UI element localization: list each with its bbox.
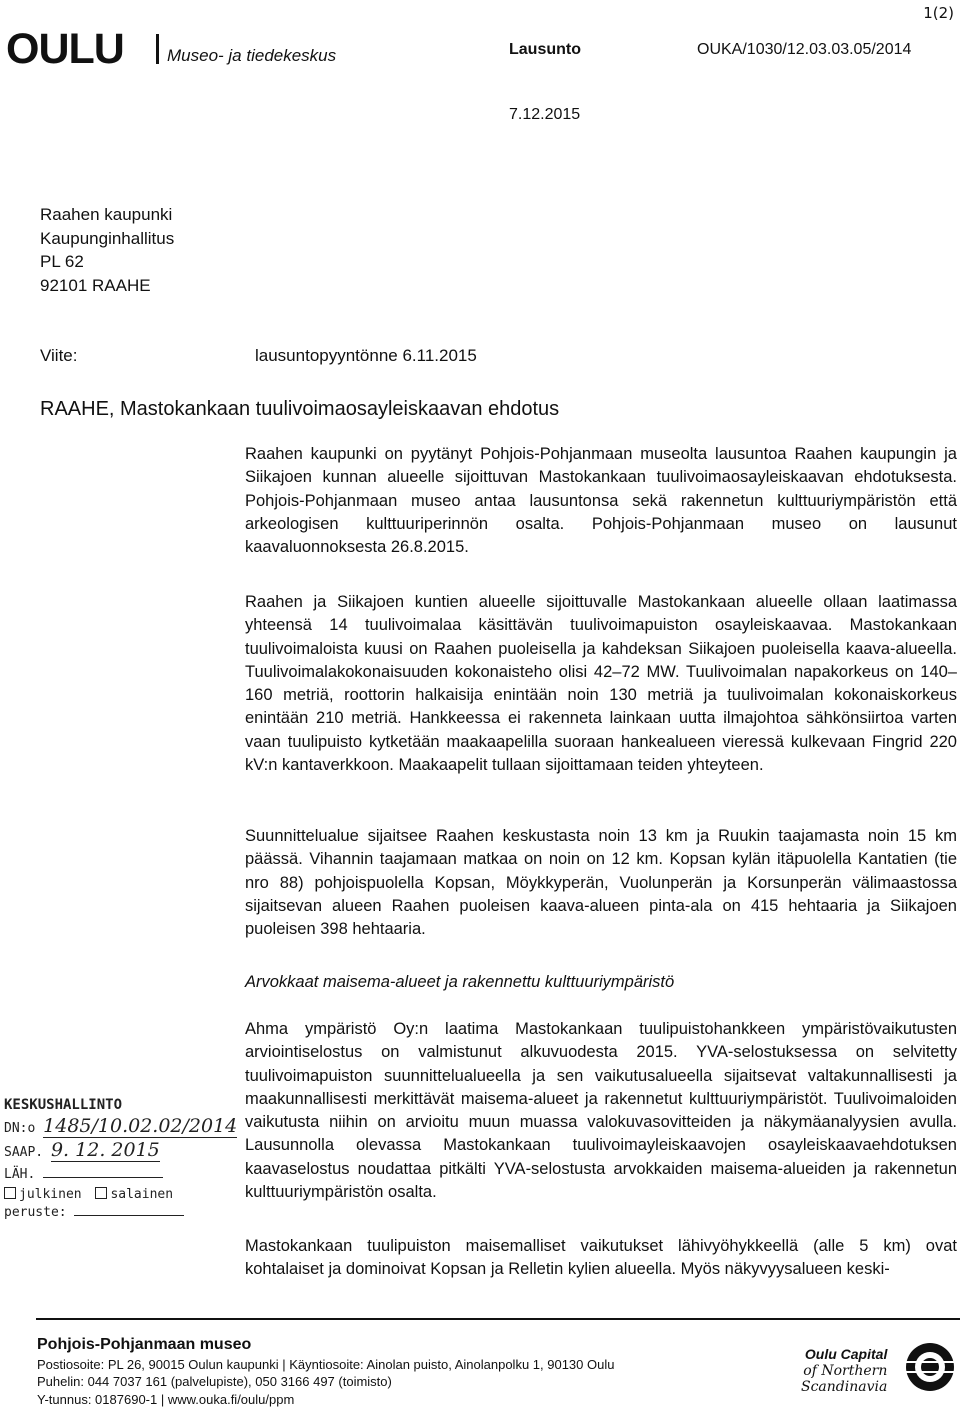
body-paragraph: Ahma ympäristö Oy:n laatima Mastokankaan tuulipuistohankkeen ympäristövaikutusten arviointiselostus on valmistunut alkuvuodesta 2015. YVA-selostuksessa on selvitetty tuulivoimapuiston suunnittelualueella ja sen vaikutusalueella sijaitsevat valtakunnallisesti ja maakunnallisesti merkittävät maisema-alueet ja rakennetut kulttuuriympäristöt. Tuulivoimaloiden vaikutusta niihin on arvioitu muun muassa valokuvasovitteiden ja näkymäanalyysien avulla. Lausunnolla olevassa Mastokankaan tuulivoimayleiskaavojen osayleiskaavaehdotuksen kaavaselostus noudattaa pitkälti YVA-selostusta arvokkaiden maisema-alueiden ja rakennetun kulttuuriympäristön osalta. <box>245 1020 957 1202</box>
stamp-peruste-row <box>4 1205 184 1220</box>
stamp-dn-row <box>4 1115 237 1137</box>
stamp-julkinen: julkinen <box>19 1187 82 1202</box>
body-paragraph: Suunnittelualue sijaitsee Raahen keskustasta noin 13 km ja Ruukin taajamasta noin 15 km päässä. Vihannin taajamaan matkaa on noin on 12 km. Kopsan kylän itäpuolella Kantatien (tie nro 88) pohjoispuolella Kopsan, Möykkyperän, Vuolunperän ja Korsunperän välimaastossa sijaitsevan alueen Raahen puoleisen kaava-alueen pinta-ala on 415 hehtaaria ja Siikajoen puoleisen 398 hehtaaria. <box>245 827 957 939</box>
tagline-line: Oulu Capital <box>804 1346 888 1362</box>
footer-divider <box>36 1318 960 1320</box>
logo-divider <box>156 34 159 64</box>
footer-line: Puhelin: 044 7037 161 (palvelupiste), 050 3166 497 (toimisto) <box>37 1374 392 1389</box>
stamp-peruste-line <box>74 1215 184 1216</box>
document-title: RAAHE, Mastokankaan tuulivoimaosayleiskaavan ehdotus <box>40 398 560 420</box>
recipient-address <box>40 203 174 297</box>
stamp-checkbox-row <box>4 1187 173 1202</box>
body-paragraph: Raahen kaupunki on pyytänyt Pohjois-Pohjanmaan museolta lausuntoa Raahen kaupungin ja Siikajoen kunnan alueelle sijoittuvan Mastokankaan tuulivoimaosayleiskaavan ehdotuksesta. Pohjois-Pohjanmaan museo antaa lausuntonsa sekä rakennetun kulttuuriympäristön että arkeologisen kulttuuriperinnön osalta. Pohjois-Pohjanmaan museo on lausunut kaavaluonnoksesta 26.8.2015. <box>245 445 957 557</box>
tagline-line: Scandinavia <box>801 1379 888 1395</box>
address-line: PL 62 <box>40 252 84 271</box>
stamp-dn-value: 1485/10.02.02/2014 <box>43 1115 238 1137</box>
registry-stamp <box>0 1097 238 1222</box>
body-paragraph: Raahen ja Siikajoen kuntien alueelle sijoittuvalle Mastokankaan alueelle ollaan laatimassa yhteensä 14 tuulivoimalaa käsittävän tuulivoimapuiston osayleiskaavaa. Mastokankaan tuulivoimaloista kuusi on Raahen puoleisella ja kahdeksan Siikajoen puoleisella kaava-alueella. Tuulivoimalakokonaisuuden kokonaisteho olisi 42–72 MW. Tuulivoimalan napakorkeus on 140–160 metriä, roottorin halkaisija enintään noin 130 metriä ja tuulivoimalan kokonaiskorkeus enintään 210 metriä. Hankkeessa ei rakenneta lainkaan uutta ilmajohtoa sähkönsiirtoa varten vaan tuulipuisto kytketään maakaapelilla suoraan hankealueen vieressä kulkevaan Fingrid 220 kV:n kantaverkkoon. Maakaapelit tullaan sijoittamaan teiden yhteyteen. <box>245 593 957 775</box>
checkbox-icon <box>4 1187 16 1199</box>
oulu-logo: OULU <box>6 25 124 73</box>
address-line: 92101 RAAHE <box>40 275 151 295</box>
stamp-lah-label: LÄH. <box>4 1167 36 1182</box>
section-subheading: Arvokkaat maisema-alueet ja rakennettu kulttuuriympäristö <box>245 973 675 991</box>
checkbox-icon <box>95 1187 107 1199</box>
logo-subtitle: Museo- ja tiedekeskus <box>167 46 337 65</box>
stamp-dn-label: DN:o <box>4 1121 36 1136</box>
footer-line: Postiosoite: PL 26, 90015 Oulun kaupunki | Käyntiosoite: Ainolan puisto, Ainolanpolku 1, 90130 Oulu <box>37 1356 615 1372</box>
footer-line: Y-tunnus: 0187690-1 | www.ouka.fi/oulu/ppm <box>37 1391 295 1407</box>
document-type: Lausunto <box>509 41 581 58</box>
reference-value: lausuntopyyntönne 6.11.2015 <box>255 346 477 365</box>
stamp-saap-value: 9. 12. 2015 <box>50 1139 160 1161</box>
address-line: Kaupunginhallitus <box>40 228 175 248</box>
reference-label: Viite: <box>40 346 78 365</box>
stamp-saap-label: SAAP. <box>4 1145 44 1160</box>
address-line: Raahen kaupunki <box>40 205 173 224</box>
oulu-tagline <box>801 1346 887 1395</box>
footer-contact <box>37 1336 614 1408</box>
stamp-lah-row <box>4 1167 163 1182</box>
stamp-saap-row <box>4 1139 160 1161</box>
reference-number: OUKA/1030/12.03.03.05/2014 <box>697 41 912 58</box>
page-number: 1(2) <box>923 4 954 22</box>
stamp-salainen: salainen <box>110 1187 174 1202</box>
oulu-emblem-icon <box>904 1341 956 1393</box>
stamp-peruste-label: peruste: <box>4 1205 67 1220</box>
document-date: 7.12.2015 <box>509 106 581 123</box>
footer-org: Pohjois-Pohjanmaan museo <box>37 1336 252 1353</box>
stamp-title: KESKUSHALLINTO <box>4 1097 123 1113</box>
stamp-lah-line <box>43 1177 163 1178</box>
tagline-line: of Northern <box>803 1363 888 1379</box>
body-paragraph: Mastokankaan tuulipuiston maisemalliset vaikutukset lähivyöhykkeellä (alle 5 km) ovat kohtalaiset ja dominoivat Kopsan ja Relletin kylien alueella. Myös näkyvyysalueen keski- <box>245 1237 957 1279</box>
